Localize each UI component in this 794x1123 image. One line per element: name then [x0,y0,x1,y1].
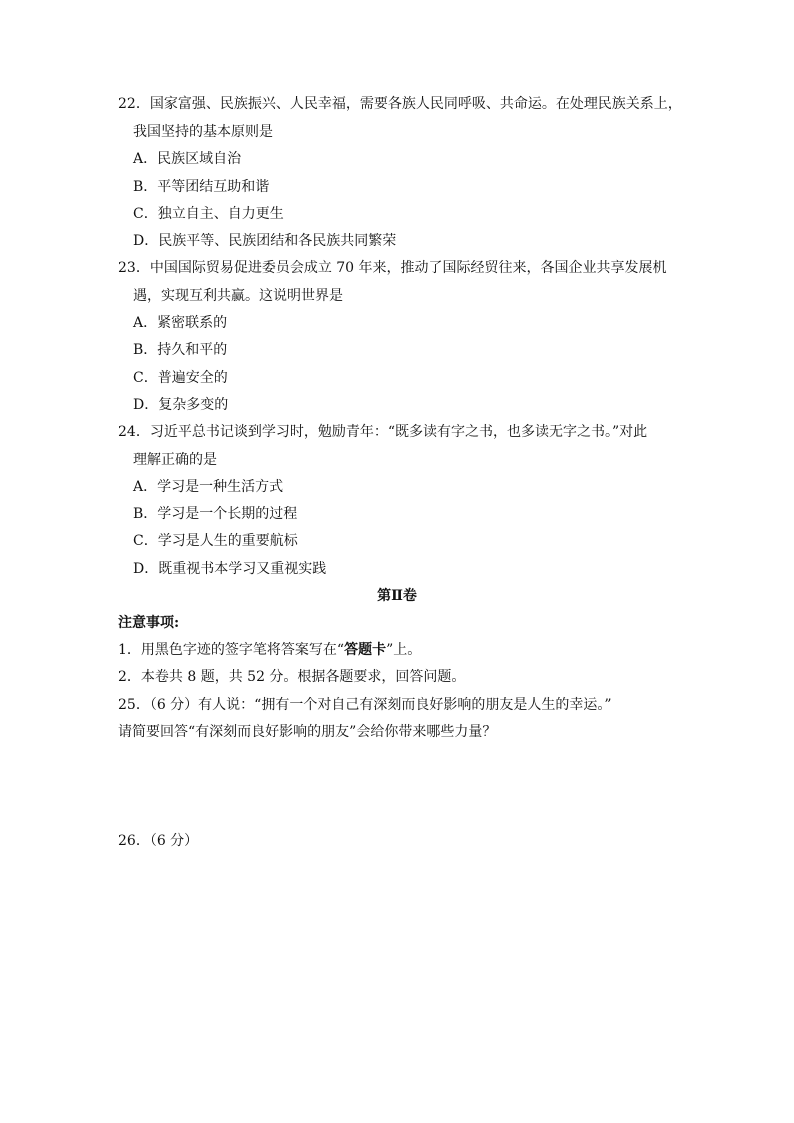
question-23-stem-continued: 遇，实现互利共赢。这说明世界是 [133,288,343,304]
question-22-stem-continued: 我国坚持的基本原则是 [133,124,273,140]
question-24-stem: 24．习近平总书记谈到学习时，勉励青年：“既多读有字之书，也多读无字之书。”对此 [118,424,648,440]
notice-heading: 注意事项: [118,615,180,631]
section-2-title: 第Ⅱ卷 [377,588,417,604]
question-22-option-a: A．民族区域自治 [133,151,242,167]
notice-item-2: 2．本卷共 8 题，共 52 分。根据各题要求，回答问题。 [118,669,466,685]
notice-item-1 [118,641,421,659]
question-23-option-d: D．复杂多变的 [133,397,229,413]
question-22-option-b: B．平等团结互助和谐 [133,179,270,195]
question-23-option-a: A．紧密联系的 [133,315,228,331]
question-22-stem: 22．国家富强、民族振兴、人民幸福，需要各族人民同呼吸、共命运。在处理民族关系上， [118,96,682,112]
question-24-option-c: C．学习是人生的重要航标 [133,533,298,549]
question-22-option-c: C．独立自主、自力更生 [133,206,284,222]
question-24-stem-continued: 理解正确的是 [133,452,217,468]
notice-item-1-post: ”上。 [386,642,422,658]
question-22-option-d: D．民族平等、民族团结和各民族共同繁荣 [133,233,397,249]
question-23-option-b: B．持久和平的 [133,342,228,358]
question-25-prompt: 请简要回答“有深刻而良好影响的朋友”会给你带来哪些力量？ [118,724,497,740]
notice-item-1-pre: 1．用黑色字迹的签字笔将答案写在“ [118,642,345,658]
question-23-stem: 23．中国国际贸易促进委员会成立 70 年来，推动了国际经贸往来，各国企业共享发展机 [118,260,667,276]
question-23-option-c: C．普遍安全的 [133,370,228,386]
question-24-option-a: A．学习是一种生活方式 [133,479,284,495]
notice-item-1-answer-card: 答题卡 [344,642,387,658]
question-24-option-d: D．既重视书本学习又重视实践 [133,561,327,577]
question-25-stem: 25．（6 分）有人说：“拥有一个对自己有深刻而良好影响的朋友是人生的幸运。” [118,697,612,713]
question-24-option-b: B．学习是一个长期的过程 [133,506,298,522]
question-26-stem: 26．（6 分） [118,833,199,849]
